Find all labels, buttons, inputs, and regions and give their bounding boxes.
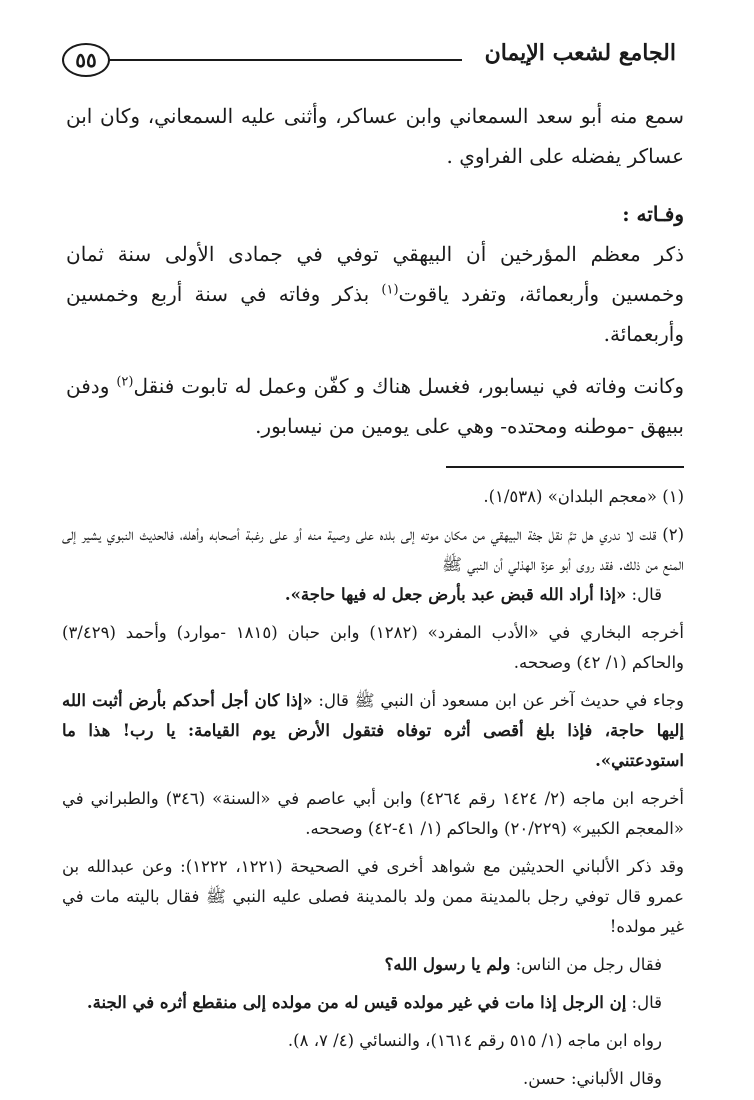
- footnote-2-question: [62, 950, 684, 980]
- footnote-separator: [446, 466, 684, 468]
- main-text: [66, 96, 684, 446]
- answer-text: إن الرجل إذا مات في غير مولده قيس له من مولده إلى منقطع أثره في الجنة.: [86, 993, 627, 1012]
- header-rule: [108, 59, 462, 61]
- hadith-text: «إذا أراد الله قبض عبد بأرض جعل له فيها حاجة».: [284, 585, 627, 604]
- running-title: الجامع لشعب الإيمان: [484, 40, 676, 66]
- footnote-2-rawah: رواه ابن ماجه (١/ ٥١٥ رقم ١٦١٤)، والنسائي (٤/ ٧، ٨).: [287, 1031, 662, 1050]
- footnote-2-grading: وقال الألباني: حسن.: [522, 1069, 662, 1088]
- section-heading-death: وفـاته :: [622, 202, 684, 226]
- paragraph-samaa: سمع منه أبو سعد السمعاني وابن عساكر، وأثنى عليه السمعاني، وكان ابن عساكر يفضله على الفراوي .: [66, 104, 684, 168]
- footnote-2-takhrij-1: أخرجه البخاري في «الأدب المفرد» (١٢٨٢) وابن حبان (١٨١٥ -موارد) وأحمد (٣/٤٢٩) والحاكم (١/ ٤٢) وصححه.: [62, 623, 684, 672]
- paragraph-text: ذكر معظم المؤرخين أن البيهقي توفي في جمادى الأولى سنة ثمان وخمسين وأربعمائة، وتفرد ياقوت: [66, 242, 684, 306]
- footnote-2-hadith-1: [62, 580, 684, 610]
- footnote-ref-1: (١): [381, 282, 399, 298]
- paragraph-death-date: [66, 234, 684, 354]
- qal-label: قال:: [626, 993, 662, 1012]
- page-number-text: ٥٥: [75, 48, 97, 72]
- footnote-ref-2: (٢): [116, 374, 134, 390]
- question-intro: فقال رجل من الناس:: [510, 955, 662, 974]
- paragraph-text: بذكر وفاته في سنة أربع وخمسين وأربعمائة.: [66, 282, 684, 346]
- qal-label: قال:: [626, 585, 662, 604]
- paragraph-text: ودفن ببيهق -موطنه ومحتده- وهي على يومين من نيسابور.: [66, 374, 684, 438]
- footnote-2-hadith-2: [62, 686, 684, 776]
- footnote-2-albani: وقد ذكر الألباني الحديثين مع شواهد أخرى في الصحيحة (١٢٢١، ١٢٢٢): وعن عبدالله بن عمرو قال توفي رجل بالمدينة ممن ولد بالمدينة فصلى عليه النبي ﷺ فقال باليته مات في غير مولده!: [62, 857, 684, 936]
- footnote-2-answer: [62, 988, 684, 1018]
- footnotes: [62, 482, 684, 1094]
- footnote-2-takhrij-2: أخرجه ابن ماجه (٢/ ١٤٢٤ رقم ٤٢٦٤) وابن أبي عاصم في «السنة» (٣٤٦) والطبراني في «المعجم الكبير» (٢٠/٢٢٩) والحاكم (١/ ٤١-٤٢) وصححه.: [62, 789, 684, 838]
- page-number: [62, 43, 110, 77]
- footnote-1: (١) «معجم البلدان» (١/٥٣٨).: [483, 487, 684, 506]
- question-text: ولم يا رسول الله؟: [384, 955, 511, 974]
- paragraph-death-place: [66, 366, 684, 446]
- narration-intro: وجاء في حديث آخر عن ابن مسعود أن النبي ﷺ قال:: [312, 691, 684, 710]
- hadith-text: «إذا كان أجل أحدكم بأرض أثبت الله إليها حاجة، فإذا بلغ أقصى أثره توفاه فتقول الأرض يوم القيامة: يا رب! هذا ما استودعتني».: [62, 691, 684, 770]
- footnote-2-intro: (٢) قلت لا ندري هل تمَّ نقل جثة البيهقي من مكان موته إلى بلده على وصية منه أو على رغبة أصحابه وأهله، فالحديث النبوي يشير إلى المنع من ذلك. فقد روى أبو عزة الهذلي أن النبي ﷺ: [62, 525, 684, 574]
- paragraph-text: وكانت وفاته في نيسابور، فغسل هناك و كفّن وعمل له تابوت فنقل: [133, 374, 684, 398]
